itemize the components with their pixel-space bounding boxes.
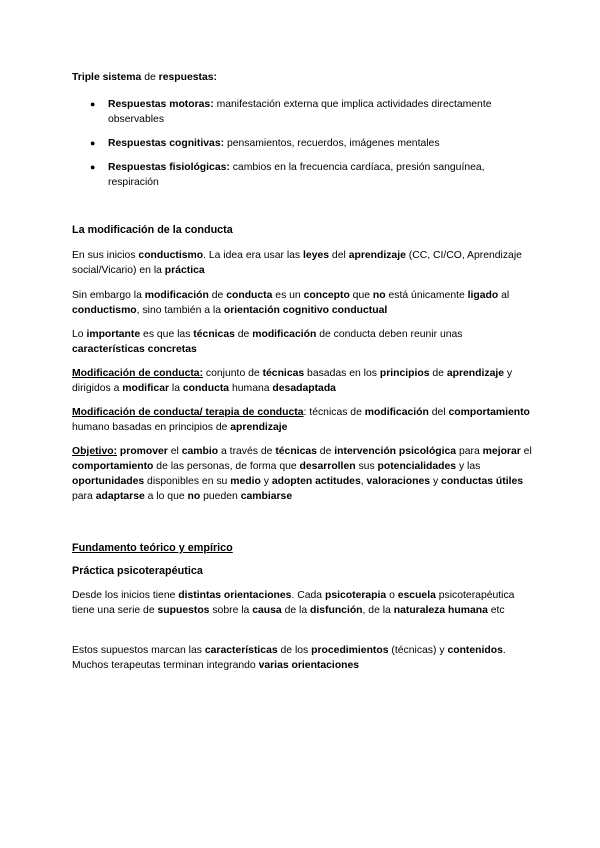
list-item-motoras: Respuestas motoras: manifestación externa que implica actividades directamente observables [108, 99, 492, 125]
list-item-fisiologicas: Respuestas fisiológicas: cambios en la frecuencia cardíaca, presión sanguínea, respiración [108, 162, 485, 188]
paragraph-objetivo: Objetivo: promover el cambio a través de técnicas de intervención psicológica para mejorar el comportamiento de las personas, de forma que desarrollen sus potencialidades y las oportunidades disponibles en su medio y adopten actitudes, valoraciones y conductas útiles para adaptarse a lo que no pueden cambiarse [72, 446, 532, 502]
section-subtitle-practica: Práctica psicoterapéutica [72, 565, 203, 577]
list-item-cognitivas: Respuestas cognitivas: pensamientos, recuerdos, imágenes mentales [108, 138, 440, 149]
bullet-icon: ● [90, 138, 96, 148]
paragraph: Sin embargo la modificación de conducta es un concepto que no está únicamente ligado al conductismo, sino también a la orientación cognitivo conductual [72, 290, 510, 316]
paragraph-definicion-terapia: Modificación de conducta/ terapia de conducta: técnicas de modificación del comportamiento humano basadas en principios de aprendizaje [72, 407, 530, 433]
paragraph: Lo importante es que las técnicas de modificación de conducta deben reunir unas características concretas [72, 329, 463, 355]
section-title-fundamento: Fundamento teórico y empírico [72, 542, 233, 554]
section-title-triple-sistema: Triple sistema de respuestas: [72, 72, 217, 83]
paragraph: Estos supuestos marcan las características de los procedimientos (técnicas) y contenidos. Muchos terapeutas terminan integrando varias orientaciones [72, 645, 506, 671]
paragraph: Desde los inicios tiene distintas orientaciones. Cada psicoterapia o escuela psicoterapéutica tiene una serie de supuestos sobre la causa de la disfunción, de la naturaleza humana etc [72, 590, 515, 616]
bullet-icon: ● [90, 99, 96, 109]
bullet-icon: ● [90, 162, 96, 172]
paragraph-definicion: Modificación de conducta: conjunto de técnicas basadas en los principios de aprendizaje y dirigidos a modificar la conducta humana desadaptada [72, 368, 513, 394]
section-title-modificacion: La modificación de la conducta [72, 224, 233, 236]
paragraph: En sus inicios conductismo. La idea era usar las leyes del aprendizaje (CC, CI/CO, Aprendizaje social/Vicario) en la práctica [72, 250, 522, 276]
